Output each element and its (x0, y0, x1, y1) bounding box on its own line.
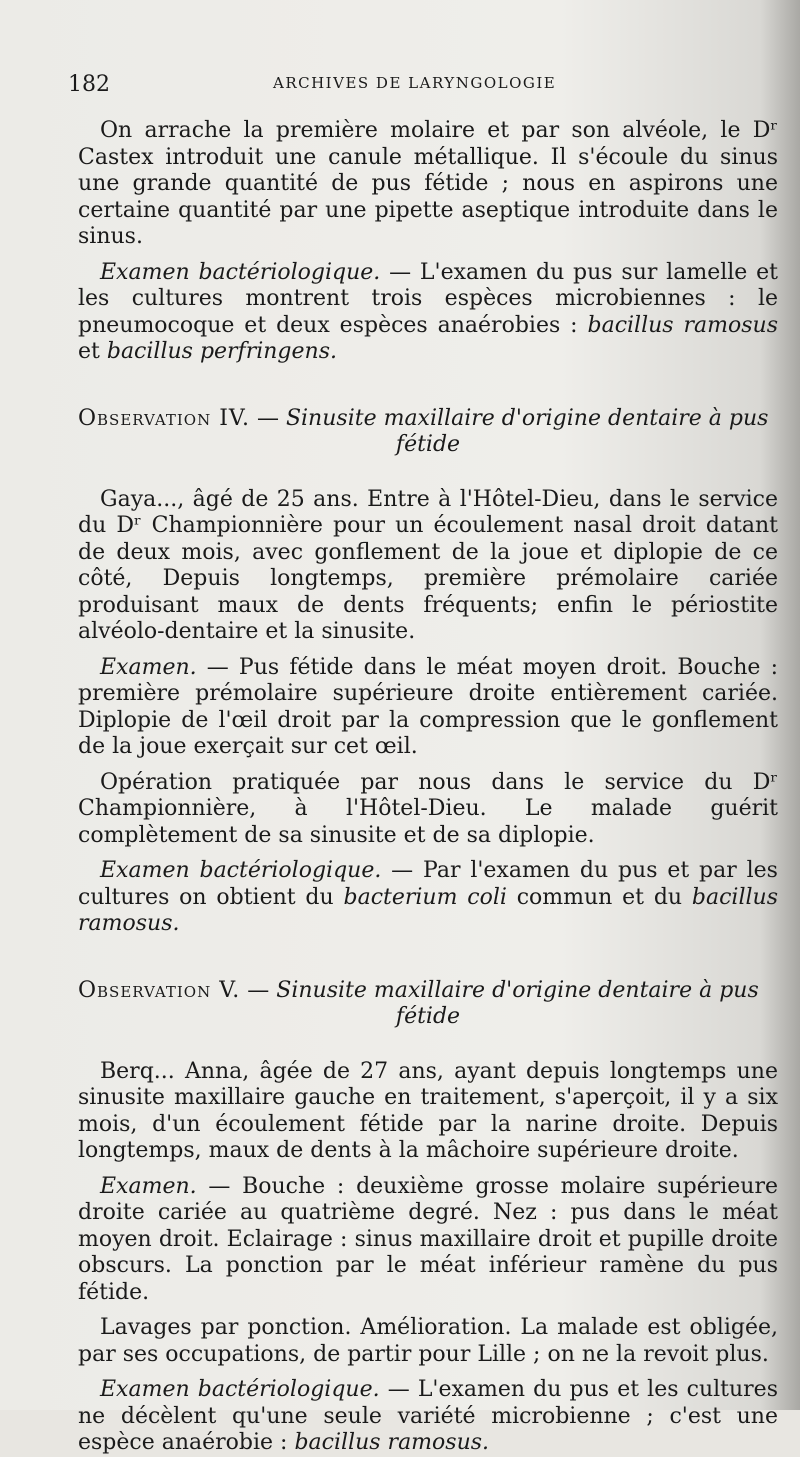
obs4-paragraph-4 (78, 858, 778, 938)
obs4-paragraph-2 (78, 655, 778, 761)
paragraph-label: Examen bactériologique. (100, 1377, 380, 1402)
paragraph-label: Examen. (100, 654, 197, 680)
paragraph-label: Examen bactériologique. (100, 259, 381, 285)
paragraph-text: et (78, 339, 107, 364)
obs5-paragraph-4 (78, 1377, 778, 1457)
species-name: bacillus ramosus (587, 312, 778, 338)
observation-title-line (78, 406, 778, 433)
obs4-paragraph-3: Opération pratiquée par nous dans le service du Dʳ Championnière, à l'Hôtel-Dieu. Le malade guérit complètement de sa sinusite et de sa diplopie. (78, 769, 778, 848)
species-name: bacillus ramosus. (294, 1430, 490, 1455)
intro-paragraph-2 (78, 260, 778, 366)
page-number: 182 (68, 72, 110, 97)
page-body (78, 118, 778, 1457)
obs4-paragraph-1: Gaya..., âgé de 25 ans. Entre à l'Hôtel-Dieu, dans le service du Dʳ Championnière pour un écoulement nasal droit datant de deux mois, avec gonflement de la joue et diplopie de ce côté, Depuis longtemps, première prémolaire cariée produisant maux de dents fréquents; enfin le périostite alvéolo-dentaire et la sinusite. (78, 486, 778, 644)
observation-label: Observation V. (78, 977, 241, 1003)
page-header (68, 68, 708, 100)
observation-title-line (78, 978, 778, 1005)
observation-4-heading (78, 406, 778, 459)
species-name: bacillus perfringens. (106, 339, 337, 364)
species-name: bacterium coli (343, 884, 507, 910)
species-name: bacillus ramosus. (78, 884, 778, 936)
paragraph-text: — Bouche : deuxième grosse molaire supérieure droite cariée au quatrième degré. Nez : pus dans le méat moyen droit. Eclairage : sinus maxillaire droit et pupille droite obscurs. La ponction par le méat inférieur ramène du pus fétide. (78, 1173, 778, 1305)
paragraph-text: — Par l'examen du pus et par les cultures on obtient du (78, 858, 778, 910)
observation-title: Sinusite maxillaire d'origine dentaire à pus (285, 405, 769, 431)
obs5-paragraph-2 (78, 1174, 778, 1307)
paragraph-label: Examen. (100, 1173, 197, 1199)
observation-label: Observation IV. (78, 405, 250, 431)
title-dash: — (249, 405, 286, 431)
title-dash: — (240, 977, 277, 1003)
paragraph-text: — L'examen du pus et les cultures ne décèlent qu'une seule variété microbienne ; c'est une espèce anaérobie : (78, 1377, 778, 1455)
paragraph-label: Examen bactériologique. (100, 858, 382, 883)
observation-title-continuation: fétide (395, 1004, 461, 1029)
paragraph-text: commun et du (506, 884, 692, 910)
paragraph-text: — L'examen du pus sur lamelle et les cultures montrent trois espèces microbiennes : le pneumocoque et deux espèces anaérobies : (78, 259, 778, 338)
observation-title-continuation: fétide (395, 432, 461, 457)
paragraph-text: — Pus fétide dans le méat moyen droit. Bouche : première prémolaire supérieure droite entièrement cariée. Diplopie de l'œil droit par la compression que le gonflement de la joue exerçait sur cet œil. (78, 654, 778, 759)
observation-5-heading (78, 978, 778, 1031)
observation-title: Sinusite maxillaire d'origine dentaire à pus (276, 977, 759, 1003)
obs5-paragraph-1: Berq... Anna, âgée de 27 ans, ayant depuis longtemps une sinusite maxillaire gauche en traitement, s'aperçoit, il y a six mois, d'un écoulement fétide par la narine droite. Depuis longtemps, maux de dents à la mâchoire supérieure droite. (78, 1058, 778, 1163)
obs5-paragraph-3: Lavages par ponction. Amélioration. La malade est obligée, par ses occupations, de partir pour Lille ; on ne la revoit plus. (78, 1315, 778, 1367)
intro-paragraph-1: On arrache la première molaire et par son alvéole, le Dʳ Castex introduit une canule métallique. Il s'écoule du sinus une grande quantité de pus fétide ; nous en aspirons une certaine quantité par une pipette aseptique introduite dans le sinus. (78, 118, 778, 249)
running-title: ARCHIVES DE LARYNGOLOGIE (273, 74, 557, 92)
